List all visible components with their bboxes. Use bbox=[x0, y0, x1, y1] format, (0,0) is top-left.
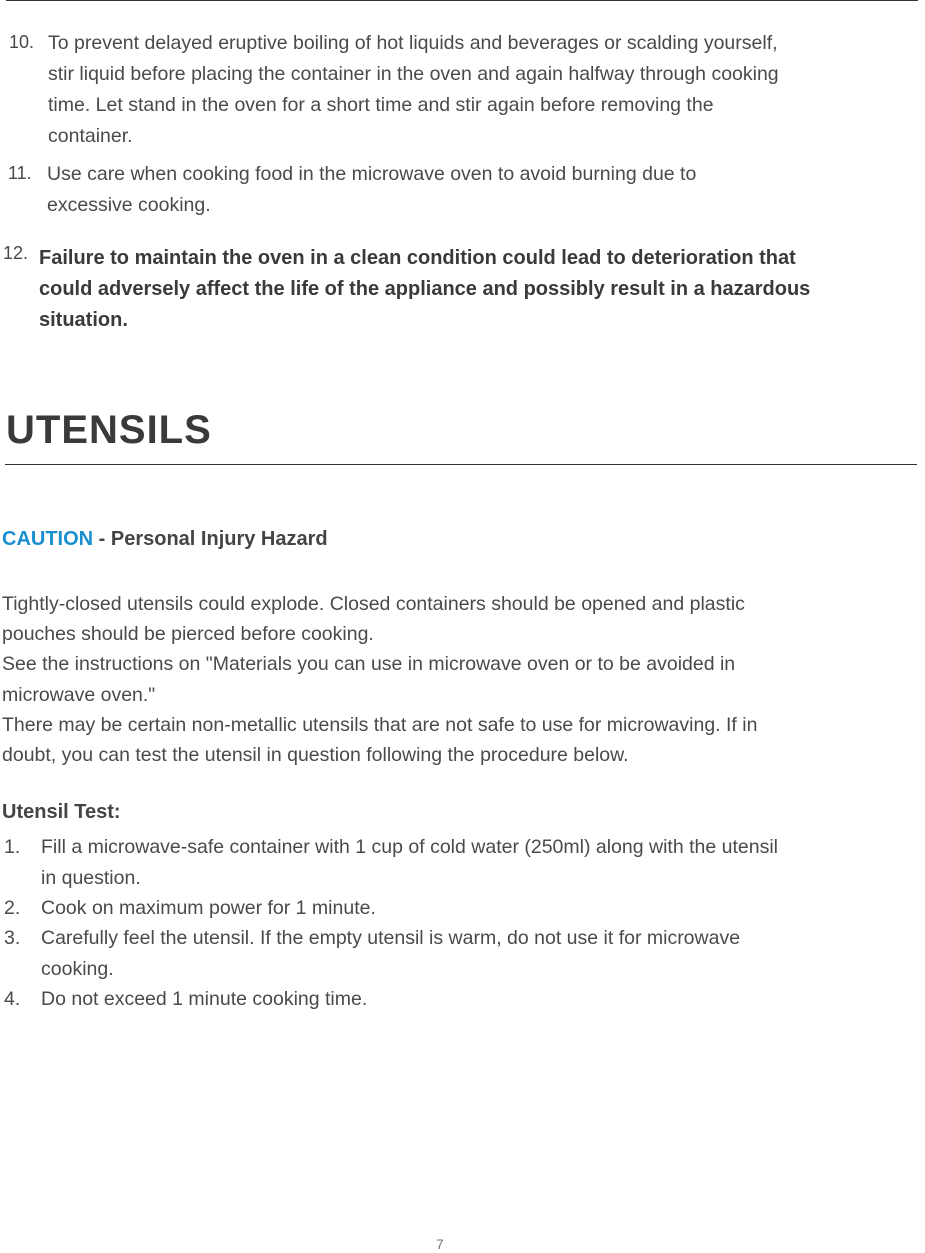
item-line: excessive cooking. bbox=[47, 194, 211, 216]
body-line: microwave oven." bbox=[2, 683, 156, 706]
body-line: Tightly-closed utensils could explode. Closed containers should be opened and plastic bbox=[2, 593, 745, 615]
item-line: time. Let stand in the oven for a short time and stir again before removing the bbox=[48, 94, 714, 116]
warning-line: Failure to maintain the oven in a clean condition could lead to deterioration that bbox=[39, 247, 796, 269]
item-number: 10. bbox=[9, 32, 35, 52]
body-line: See the instructions on "Materials you can use in microwave oven or to be avoided in bbox=[2, 653, 736, 676]
caution-heading bbox=[2, 528, 328, 551]
item-text bbox=[48, 28, 779, 152]
item-number: 12. bbox=[3, 243, 29, 263]
step-line: in question. bbox=[41, 866, 141, 889]
step-text bbox=[41, 984, 367, 1015]
item-line: container. bbox=[48, 125, 133, 147]
step-number: 3. bbox=[4, 927, 21, 949]
warning-line: situation. bbox=[39, 309, 128, 331]
step-number: 4. bbox=[4, 988, 21, 1010]
step-text bbox=[41, 832, 778, 893]
caution-text: - Personal Injury Hazard bbox=[93, 528, 328, 550]
step-number: 1. bbox=[4, 836, 21, 858]
step-line: Do not exceed 1 minute cooking time. bbox=[41, 988, 368, 1010]
item-text bbox=[47, 159, 696, 221]
item-line: Use care when cooking food in the microwave oven to avoid burning due to bbox=[47, 163, 697, 185]
step-line: Carefully feel the utensil. If the empty utensil is warm, do not use it for microwave bbox=[41, 927, 741, 949]
step-number: 2. bbox=[4, 897, 21, 919]
utensil-test-title: Utensil Test: bbox=[2, 801, 121, 823]
step-line: Fill a microwave-safe container with 1 cup of cold water (250ml) along with the utensil bbox=[41, 836, 779, 858]
body-line: There may be certain non-metallic utensils that are not safe to use for microwaving. If in bbox=[2, 713, 758, 736]
step-text bbox=[41, 893, 376, 924]
step-line: cooking. bbox=[41, 957, 114, 980]
top-divider bbox=[6, 0, 918, 1]
body-line: doubt, you can test the utensil in question following the procedure below. bbox=[2, 744, 629, 767]
step-line: Cook on maximum power for 1 minute. bbox=[41, 897, 376, 919]
item-line: stir liquid before placing the container in the oven and again halfway through cooking bbox=[48, 63, 779, 85]
item-line: To prevent delayed eruptive boiling of hot liquids and beverages or scalding yourself, bbox=[48, 32, 778, 54]
maintenance-warning bbox=[39, 243, 810, 336]
page-number: 7 bbox=[436, 1236, 444, 1252]
warning-line: could adversely affect the life of the appliance and possibly result in a hazardous bbox=[39, 278, 811, 300]
section-divider bbox=[5, 464, 917, 465]
body-line: pouches should be pierced before cooking. bbox=[2, 623, 374, 646]
section-title: UTENSILS bbox=[6, 408, 212, 452]
caution-body bbox=[2, 589, 757, 770]
caution-label: CAUTION bbox=[2, 528, 94, 550]
item-number: 11. bbox=[8, 163, 32, 183]
step-text bbox=[41, 923, 740, 984]
